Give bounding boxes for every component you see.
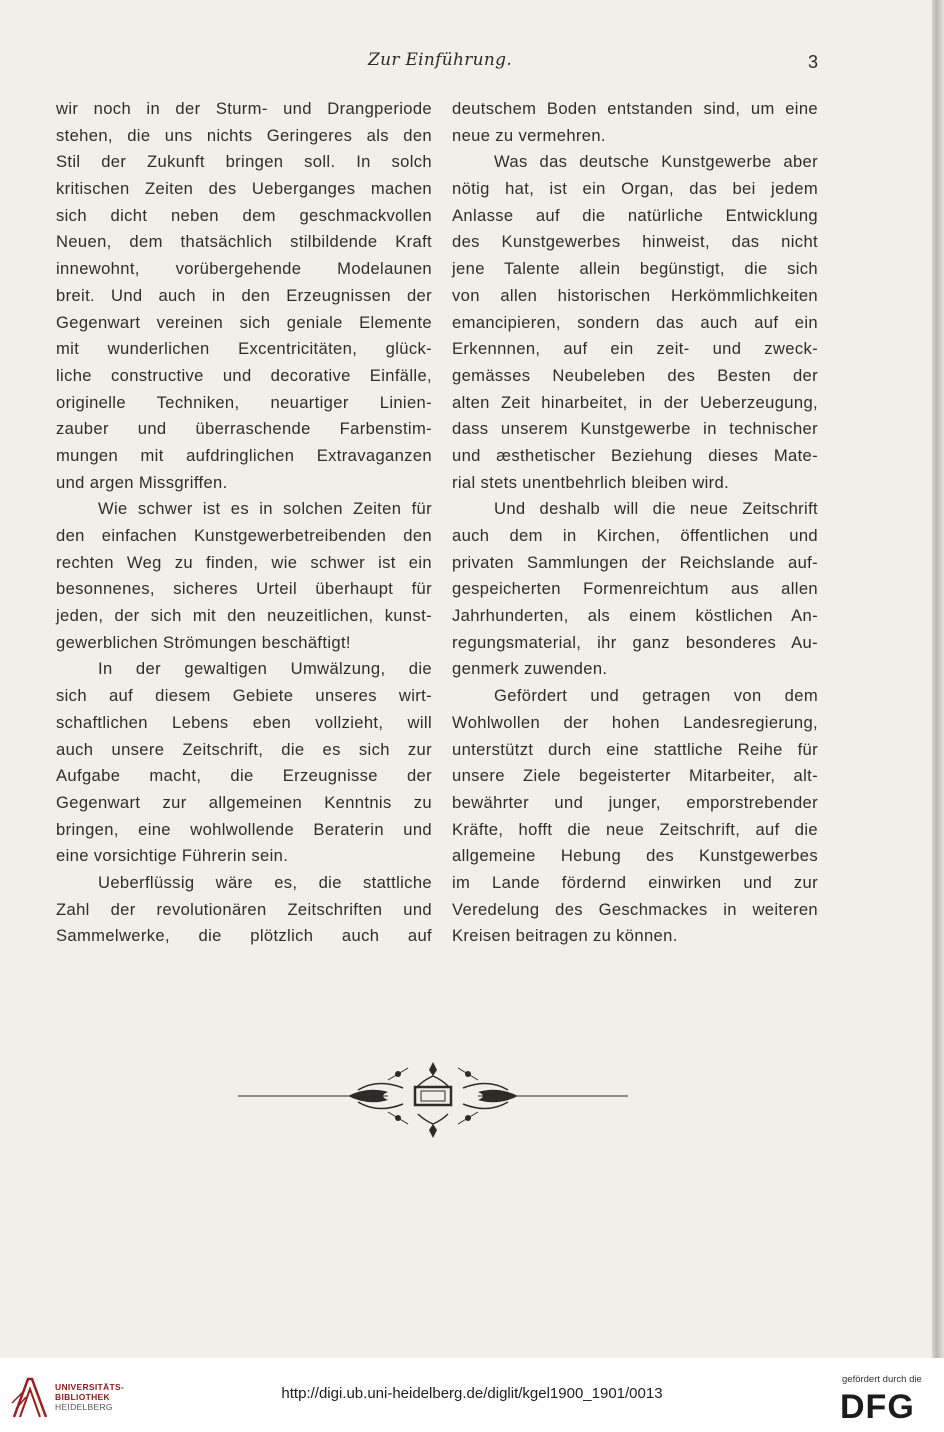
text-line: jene Talente allein begünstigt, die sich bbox=[452, 259, 818, 279]
text-line: allgemeine Hebung des Kunstgewerbes bbox=[452, 846, 818, 866]
text-line: jeden, der sich mit den neuzeitlichen, kunst- bbox=[56, 606, 432, 626]
text-line: Aufgabe macht, die Erzeugnisse der bbox=[56, 766, 432, 786]
text-line: originelle Techniken, neuartiger Linien- bbox=[56, 392, 432, 412]
text-line: Ueberflüssig wäre es, die stattliche bbox=[98, 872, 432, 892]
page-edge bbox=[932, 0, 944, 1432]
library-name-line: BIBLIOTHEK bbox=[55, 1392, 110, 1402]
right-column bbox=[452, 96, 818, 950]
text-line: nötig hat, ist ein Organ, das bei jedem bbox=[452, 179, 818, 199]
text-line: liche constructive und decorative Einfälle, bbox=[56, 365, 432, 385]
text-line: Kräfte, hofft die neue Zeitschrift, auf die bbox=[452, 819, 818, 839]
text-line: In der gewaltigen Umwälzung, die bbox=[98, 659, 432, 679]
text-line: genmerk zuwenden. bbox=[452, 659, 608, 679]
text-line: Was das deutsche Kunstgewerbe aber bbox=[494, 152, 818, 172]
text-line: Gegenwart vereinen sich geniale Elemente bbox=[56, 312, 432, 332]
text-line: emancipieren, sondern das auch auf ein bbox=[452, 312, 818, 332]
text-line: Gefördert und getragen von dem bbox=[494, 686, 818, 706]
left-column bbox=[56, 96, 432, 950]
text-line: Kreisen beitragen zu können. bbox=[452, 926, 678, 946]
text-line: Stil der Zukunft bringen soll. In solch bbox=[56, 152, 432, 172]
library-name-line: UNIVERSITÄTS- bbox=[55, 1382, 125, 1392]
text-line: unterstützt durch eine stattliche Reihe für bbox=[452, 739, 818, 759]
text-line: Gegenwart zur allgemeinen Kenntnis zu bbox=[56, 792, 432, 812]
text-line: neue zu vermehren. bbox=[452, 125, 606, 145]
text-line: regungsmaterial, ihr ganz besonderes Au- bbox=[452, 632, 818, 652]
text-line: des Kunstgewerbes hinweist, das nicht bbox=[452, 232, 818, 252]
text-line: rial stets unentbehrlich bleiben wird. bbox=[452, 472, 730, 492]
text-line: bringen, eine wohlwollende Beraterin und bbox=[56, 819, 432, 839]
text-line: auch dem in Kirchen, öffentlichen und bbox=[452, 526, 818, 545]
funder-note: gefördert durch die bbox=[842, 1374, 922, 1385]
source-url[interactable]: http://digi.ub.uni-heidelberg.de/diglit/kgel1900_1901/0013 bbox=[281, 1385, 663, 1402]
text-line: Sammelwerke, die plötzlich auch auf bbox=[56, 926, 432, 946]
library-name-line: HEIDELBERG bbox=[55, 1402, 113, 1412]
text-line: Wie schwer ist es in solchen Zeiten für bbox=[98, 499, 432, 519]
text-line: Anlasse auf die natürliche Entwicklung bbox=[452, 205, 818, 225]
text-line: zauber und überraschende Farbenstim- bbox=[56, 419, 432, 439]
text-line: alten Zeit hinarbeitet, in der Ueberzeugung, bbox=[452, 392, 818, 412]
dfg-logo: DFG bbox=[840, 1388, 915, 1426]
page-number: 3 bbox=[808, 52, 819, 72]
text-line: auch unsere Zeitschrift, die es sich zur bbox=[56, 739, 432, 759]
text-line: kritischen Zeiten des Ueberganges machen bbox=[56, 179, 432, 199]
text-line: gemässes Neubeleben des Besten der bbox=[452, 365, 818, 385]
decorative-ornament-icon bbox=[238, 1060, 628, 1140]
text-line: stehen, die uns nichts Geringeres als den bbox=[56, 125, 432, 145]
text-line: unsere Ziele begeisterter Mitarbeiter, alt- bbox=[452, 766, 818, 786]
text-line: dass unserem Kunstgewerbe in technischer bbox=[452, 419, 818, 439]
text-line: Veredelung des Geschmackes in weiteren bbox=[452, 899, 818, 919]
text-line: besonnenes, sicheres Urteil überhaupt für bbox=[56, 579, 432, 599]
text-line: eine vorsichtige Führerin sein. bbox=[56, 846, 289, 866]
text-line: schaftlichen Lebens eben vollzieht, will bbox=[56, 712, 432, 732]
text-line: Wohlwollen der hohen Landesregierung, bbox=[452, 712, 818, 732]
text-line: innewohnt, vorübergehende Modelaunen bbox=[56, 259, 432, 279]
text-line: Zahl der revolutionären Zeitschriften und bbox=[56, 899, 432, 919]
text-line: deutschem Boden entstanden sind, um eine bbox=[452, 99, 818, 118]
text-line: sich auf diesem Gebiete unseres wirt- bbox=[56, 686, 432, 706]
text-line: gewerblichen Strömungen beschäftigt! bbox=[56, 632, 351, 652]
text-line: mit wunderlichen Excentricitäten, glück- bbox=[56, 339, 432, 359]
text-line: und argen Missgriffen. bbox=[56, 472, 228, 492]
text-line: im Lande fördernd einwirken und zur bbox=[452, 872, 818, 892]
text-line: privaten Sammlungen der Reichslande auf- bbox=[452, 552, 818, 572]
text-line: mungen mit aufdringlichen Extravaganzen bbox=[56, 445, 432, 465]
text-line: wir noch in der Sturm- und Drangperiode bbox=[56, 99, 432, 118]
text-line: bewährter und junger, emporstrebender bbox=[452, 792, 818, 812]
text-line: rechten Weg zu finden, wie schwer ist ein bbox=[56, 552, 432, 572]
text-line: Neuen, dem thatsächlich stilbildende Kraft bbox=[56, 232, 432, 252]
text-line: sich dicht neben dem geschmackvollen bbox=[56, 205, 432, 225]
text-line: gespeicherten Formenreichtum aus allen bbox=[452, 579, 818, 599]
text-line: von allen historischen Herkömmlichkeiten bbox=[452, 285, 818, 305]
text-line: Jahrhunderten, als einem köstlichen An- bbox=[452, 606, 818, 626]
text-line: Erkennnen, auf ein zeit- und zweck- bbox=[452, 339, 818, 359]
running-title: Zur Einführung. bbox=[367, 50, 513, 70]
text-line: den einfachen Kunstgewerbetreibenden den bbox=[56, 526, 432, 545]
text-line: Und deshalb will die neue Zeitschrift bbox=[494, 499, 818, 519]
text-line: breit. Und auch in den Erzeugnissen der bbox=[56, 285, 432, 305]
text-line: und æsthetischer Beziehung dieses Mate- bbox=[452, 445, 818, 465]
